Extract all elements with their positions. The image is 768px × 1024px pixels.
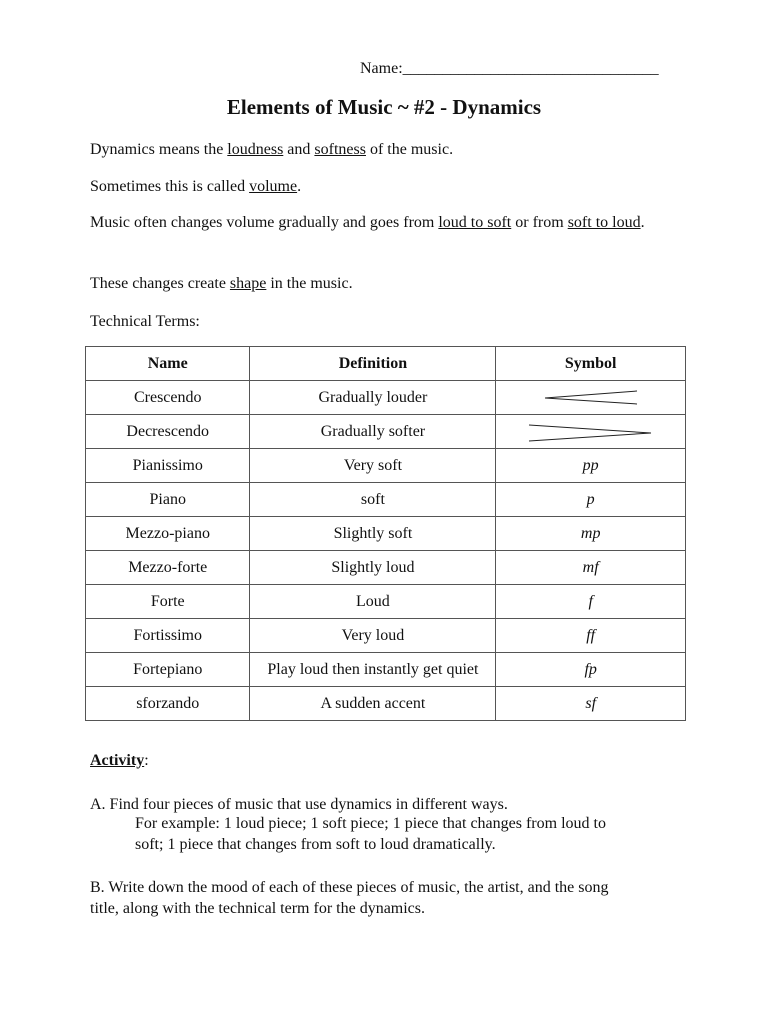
term-name: Forte [86, 585, 250, 619]
intro-paragraph-3 [90, 211, 680, 235]
text: These changes create [90, 275, 230, 292]
term-definition: Gradually louder [250, 381, 496, 415]
table-row [86, 381, 686, 415]
text: Sometimes this is called [90, 178, 250, 195]
term-name: Mezzo-piano [86, 517, 250, 551]
name-field [360, 60, 659, 78]
term-name: Fortissimo [86, 619, 250, 653]
underlined-term: softness [314, 141, 366, 158]
term-definition: soft [250, 483, 496, 517]
term-definition: Play loud then instantly get quiet [250, 653, 496, 687]
name-blank: ________________________________ [402, 60, 659, 77]
underlined-term: shape [229, 275, 267, 292]
term-definition: Loud [250, 585, 496, 619]
technical-terms-label: Technical Terms: [90, 313, 200, 330]
table-row [86, 415, 686, 449]
term-definition: Very loud [250, 619, 496, 653]
term-name: Piano [86, 483, 250, 517]
text: Dynamics means the [90, 141, 228, 158]
term-symbol [496, 415, 686, 449]
term-name: Decrescendo [86, 415, 250, 449]
table-row [86, 653, 686, 687]
header-symbol: Symbol [496, 347, 686, 381]
dynamics-table [85, 346, 686, 721]
text: or from [511, 214, 568, 231]
activity-a-line-2: For example: 1 loud piece; 1 soft piece; 1 piece that changes from loud to [135, 815, 606, 832]
header-definition: Definition [250, 347, 496, 381]
table-row [86, 585, 686, 619]
page-title: Elements of Music ~ #2 - Dynamics [226, 95, 542, 119]
text: and [283, 141, 315, 158]
underlined-term: loud to soft [438, 214, 512, 231]
text: of the music. [365, 141, 454, 158]
intro-paragraph-2 [90, 175, 690, 199]
activity-b-line-2: title, along with the technical term for the dynamics. [90, 900, 426, 917]
activity-b-line-1: B. Write down the mood of each of these pieces of music, the artist, and the song [90, 879, 609, 896]
term-symbol: ff [496, 619, 686, 653]
term-definition: A sudden accent [250, 687, 496, 721]
decrescendo-hairpin-icon [527, 421, 655, 443]
term-name: sforzando [86, 687, 250, 721]
term-symbol: p [496, 483, 686, 517]
table-row [86, 517, 686, 551]
table-row [86, 687, 686, 721]
text: Music often changes volume gradually and goes from [90, 214, 439, 231]
text: . [640, 214, 645, 231]
term-definition: Slightly soft [250, 517, 496, 551]
table-row [86, 449, 686, 483]
header-name: Name [86, 347, 250, 381]
table-row [86, 483, 686, 517]
term-name: Crescendo [86, 381, 250, 415]
crescendo-hairpin-icon [541, 388, 641, 408]
table-header-row [86, 347, 686, 381]
term-symbol: mp [496, 517, 686, 551]
underlined-term: soft to loud [567, 214, 641, 231]
table-row [86, 619, 686, 653]
term-definition: Slightly loud [250, 551, 496, 585]
activity-heading-colon: : [144, 752, 149, 769]
activity-a-line-1: A. Find four pieces of music that use dynamics in different ways. [90, 796, 508, 813]
intro-paragraph-1 [90, 138, 690, 162]
activity-a-line-3: soft; 1 piece that changes from soft to loud dramatically. [135, 836, 496, 853]
underlined-term: volume [249, 178, 298, 195]
term-name: Fortepiano [86, 653, 250, 687]
text: in the music. [266, 275, 353, 292]
underlined-term: loudness [227, 141, 284, 158]
term-symbol [496, 381, 686, 415]
table-row [86, 551, 686, 585]
activity-heading-text: Activity [90, 752, 145, 769]
term-symbol: pp [496, 449, 686, 483]
term-symbol: f [496, 585, 686, 619]
term-definition: Very soft [250, 449, 496, 483]
term-symbol: mf [496, 551, 686, 585]
text: . [297, 178, 302, 195]
activity-heading [90, 752, 149, 770]
term-name: Pianissimo [86, 449, 250, 483]
term-definition: Gradually softer [250, 415, 496, 449]
name-label: Name: [360, 60, 403, 77]
intro-paragraph-4 [90, 272, 690, 296]
term-symbol: sf [496, 687, 686, 721]
term-name: Mezzo-forte [86, 551, 250, 585]
term-symbol: fp [496, 653, 686, 687]
